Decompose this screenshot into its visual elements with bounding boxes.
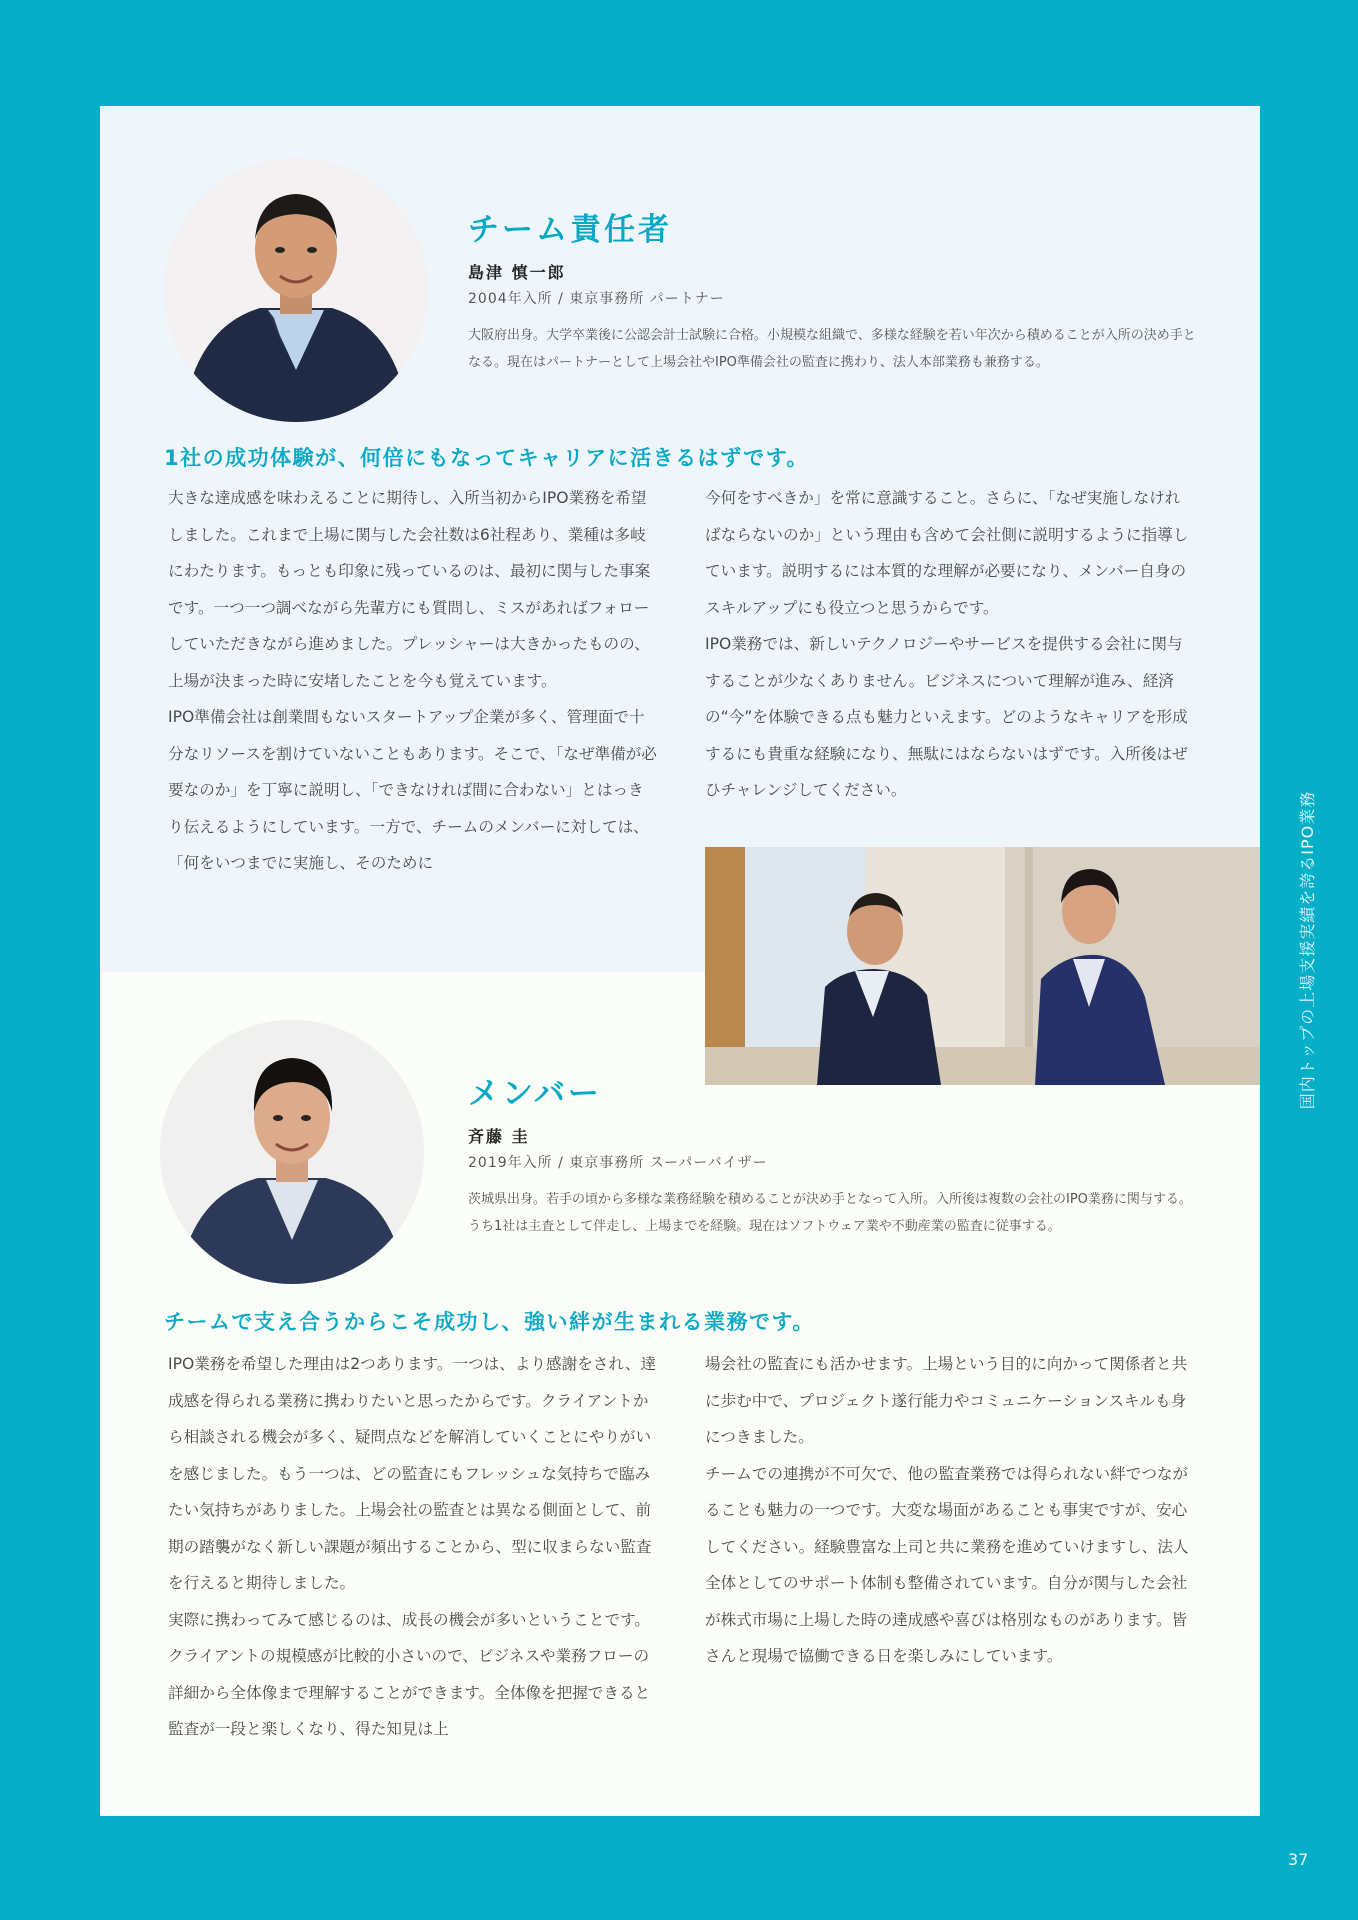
page-number: 37 xyxy=(1288,1850,1309,1869)
leader-meta: 2004年入所 / 東京事務所 パートナー xyxy=(468,291,725,307)
member-headline: チームで支え合うからこそ成功し、強い絆が生まれる業務です。 xyxy=(164,1310,815,1334)
leader-paragraph: 今何をすべきか」を常に意識すること。さらに、「なぜ実施しなければならないのか」という理由も含めて会社側に説明するように指導しています。説明するには本質的な理解が必要になり、メンバー自身のスキルアップにも役立つと思うからです。 xyxy=(705,489,1189,617)
team-conversation-photo xyxy=(705,847,1260,1085)
page-sheet xyxy=(100,106,1260,1816)
leader-body-left xyxy=(168,480,658,882)
leader-paragraph: IPO準備会社は創業間もないスタートアップ企業が多く、管理面で十分なリソースを割けていないこともあります。そこで、「なぜ準備が必要なのか」を丁寧に説明し、「できなければ間に合わない」とはっきり伝えるようにしています。一方で、チームのメンバーに対しては、「何をいつまでに実施し、そのために xyxy=(168,708,657,872)
member-paragraph: 場会社の監査にも活かせます。上場という目的に向かって関係者と共に歩む中で、プロジェクト遂行能力やコミュニケーションスキルも身につきました。 xyxy=(705,1355,1188,1446)
member-meta: 2019年入所 / 東京事務所 スーパーバイザー xyxy=(468,1155,768,1171)
leader-paragraph: IPO業務では、新しいテクノロジーやサービスを提供する会社に関与することが少なくありません。ビジネスについて理解が進み、経済の“今”を体験できる点も魅力といえます。どのようなキャリアを形成するにも貴重な経験になり、無駄にはならないはずです。入所後はぜひチャレンジしてください。 xyxy=(705,635,1188,799)
leader-portrait xyxy=(164,158,428,422)
member-paragraph: チームでの連携が不可欠で、他の監査業務では得られない絆でつながることも魅力の一つです。大変な場面があることも事実ですが、安心してください。経験豊富な上司と共に業務を進めていけますし、法人全体としてのサポート体制も整備されています。自分が関与した会社が株式市場に上場した時の達成感や喜びは格別なものがあります。皆さんと現場で協働できる日を楽しみにしています。 xyxy=(705,1464,1189,1665)
leader-paragraph: 大きな達成感を味わえることに期待し、入所当初からIPO業務を希望しました。これまで上場に関与した会社数は6社程あり、業種は多岐にわたります。もっとも印象に残っているのは、最初に関与した事案です。一つ一つ調べながら先輩方にも質問し、ミスがあればフォローしていただきながら進めました。プレッシャーは大きかったものの、上場が決まった時に安堵したことを今も覚えています。 xyxy=(168,489,651,690)
member-name: 斉藤 圭 xyxy=(468,1127,530,1146)
member-paragraph: IPO業務を希望した理由は2つあります。一つは、より感謝をされ、達成感を得られる業務に携わりたいと思ったからです。クライアントから相談される機会が多く、疑問点などを解消していくことにやりがいを感じました。もう一つは、どの監査にもフレッシュな気持ちで臨みたい気持ちがありました。上場会社の監査とは異なる側面として、前期の踏襲がなく新しい課題が頻出することから、型に収まらない監査を行えると期待しました。 xyxy=(168,1355,657,1592)
leader-role-title: チーム責任者 xyxy=(468,212,672,248)
leader-body-right xyxy=(705,480,1195,809)
leader-name: 島津 慎一郎 xyxy=(468,263,566,282)
leader-headline: 1社の成功体験が、何倍にもなってキャリアに活きるはずです。 xyxy=(164,446,810,470)
member-role-title: メンバー xyxy=(468,1076,602,1112)
member-portrait xyxy=(160,1020,424,1284)
member-body-left xyxy=(168,1346,658,1748)
member-paragraph: 実際に携わってみて感じるのは、成長の機会が多いということです。クライアントの規模感が比較的小さいので、ビジネスや業務フローの詳細から全体像まで理解することができます。全体像を把握できると監査が一段と楽しくなり、得た知見は上 xyxy=(168,1610,651,1738)
leader-profile: 大阪府出身。大学卒業後に公認会計士試験に合格。小規模な組織で、多様な経験を若い年次から積めることが入所の決め手となる。現在はパートナーとして上場会社やIPO準備会社の監査に携わり、法人本部業務も兼務する。 xyxy=(468,328,1196,370)
member-body-right xyxy=(705,1346,1195,1675)
member-profile: 茨城県出身。若手の頃から多様な業務経験を積めることが決め手となって入所。入所後は複数の会社のIPO業務に関与する。うち1社は主査として伴走し、上場までを経験。現在はソフトウェア業や不動産業の監査に従事する。 xyxy=(468,1192,1192,1234)
vertical-section-caption: 国内トップの上場支援実績を誇るIPO業務 xyxy=(1298,790,1317,1110)
